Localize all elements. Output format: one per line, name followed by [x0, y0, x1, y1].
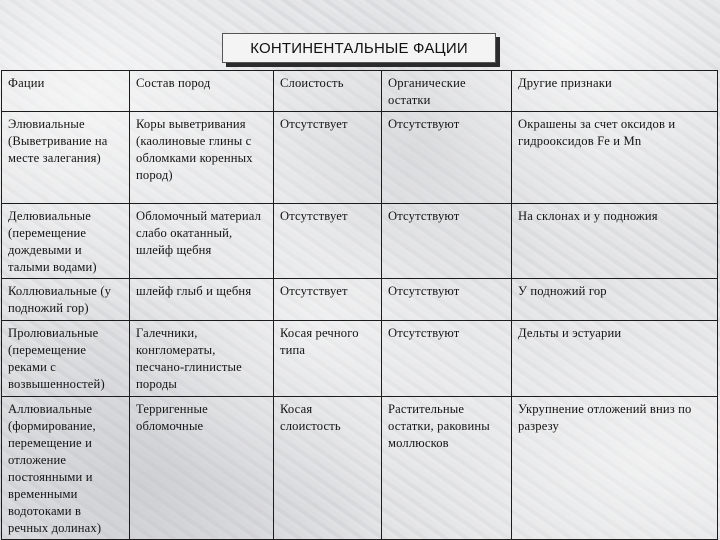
cell-layering: Отсутствует [274, 279, 382, 321]
cell-facies: Делювиальные (перемещение дождевыми и талыми водами) [2, 204, 130, 279]
cell-organic-remains: Отсутствуют [382, 279, 512, 321]
header-other-features: Другие признаки [512, 71, 718, 112]
cell-other-features: Дельты и эстуарии [512, 321, 718, 397]
cell-composition: Обломочный материал слабо окатанный, шлейф щебня [130, 204, 274, 279]
cell-organic-remains: Растительные остатки, раковины моллюсков [382, 397, 512, 540]
table-row [2, 204, 718, 279]
cell-facies: Пролювиальные (перемещение реками с возвышенностей) [2, 321, 130, 397]
cell-facies: Элювиальные (Выветривание на месте залегания) [2, 112, 130, 204]
cell-composition: Терригенные обломочные [130, 397, 274, 540]
cell-other-features: Укрупнение отложений вниз по разрезу [512, 397, 718, 540]
header-organic-remains: Органические остатки [382, 71, 512, 112]
table-row [2, 321, 718, 397]
facies-table [1, 70, 718, 540]
cell-facies: Аллювиальные (формирование, перемещение и отложение постоянными и временными водотоками в речных долинах) [2, 397, 130, 540]
table-row [2, 279, 718, 321]
header-facies: Фации [2, 71, 130, 112]
cell-composition: Галечники, конгломераты, песчано-глинистые породы [130, 321, 274, 397]
page-title: КОНТИНЕНТАЛЬНЫЕ ФАЦИИ [222, 33, 496, 63]
header-composition: Состав пород [130, 71, 274, 112]
cell-layering: Отсутствует [274, 204, 382, 279]
table-row [2, 397, 718, 540]
cell-organic-remains: Отсутствуют [382, 204, 512, 279]
cell-other-features: Окрашены за счет оксидов и гидрооксидов Fe и Mn [512, 112, 718, 204]
cell-layering: Косая речного типа [274, 321, 382, 397]
table-row [2, 112, 718, 204]
table-header-row [2, 71, 718, 112]
cell-layering: Косая слоистость [274, 397, 382, 540]
cell-composition: Коры выветривания (каолиновые глины с обломками коренных пород) [130, 112, 274, 204]
cell-facies: Коллювиальные (у подножий гор) [2, 279, 130, 321]
cell-other-features: У подножий гор [512, 279, 718, 321]
cell-composition: шлейф глыб и щебня [130, 279, 274, 321]
cell-layering: Отсутствует [274, 112, 382, 204]
cell-other-features: На склонах и у подножия [512, 204, 718, 279]
cell-organic-remains: Отсутствуют [382, 321, 512, 397]
header-layering: Слоистость [274, 71, 382, 112]
cell-organic-remains: Отсутствуют [382, 112, 512, 204]
